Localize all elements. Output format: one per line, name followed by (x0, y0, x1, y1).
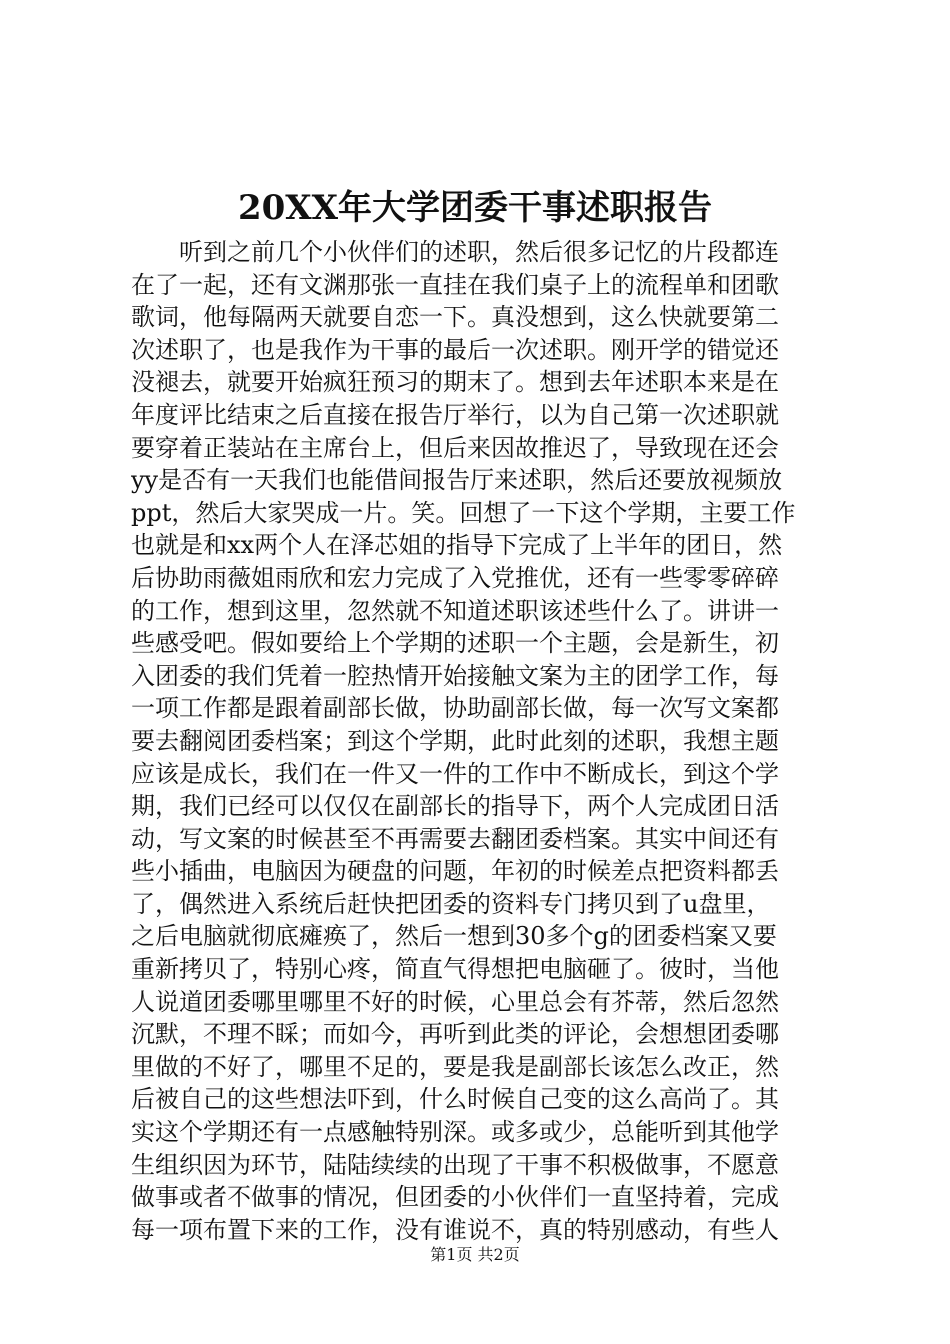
body-line: 生组织因为环节，陆陆续续的出现了干事不积极做事，不愿意 (131, 1150, 779, 1179)
body-line: 在了一起，还有文渊那张一直挂在我们桌子上的流程单和团歌 (131, 270, 779, 299)
body-line: 听到之前几个小伙伴们的述职，然后很多记忆的片段都连 (131, 238, 779, 266)
report-body (131, 236, 831, 1246)
body-line: 些小插曲，电脑因为硬盘的问题，年初的时候差点把资料都丢 (131, 857, 779, 886)
body-line: 实这个学期还有一点感触特别深。或多或少，总能听到其他学 (131, 1118, 779, 1147)
body-line: 要穿着正装站在主席台上，但后来因故推迟了，导致现在还会 (131, 433, 779, 462)
body-line: 年度评比结束之后直接在报告厅举行，以为自己第一次述职就 (131, 400, 779, 429)
body-line: 做事或者不做事的情况，但团委的小伙伴们一直坚持着，完成 (131, 1183, 779, 1212)
body-line: 了，偶然进入系统后赶快把团委的资料专门拷贝到了u盘里， (131, 889, 771, 918)
body-line: 后协助雨薇姐雨欣和宏力完成了入党推优，还有一些零零碎碎 (131, 563, 779, 592)
body-line: 之后电脑就彻底瘫痪了，然后一想到30多个g的团委档案又要 (131, 922, 777, 951)
body-line: 些感受吧。假如要给上个学期的述职一个主题，会是新生，初 (131, 629, 779, 658)
body-line: 重新拷贝了，特别心疼，简直气得想把电脑砸了。彼时，当他 (131, 955, 779, 984)
body-line: 入团委的我们凭着一腔热情开始接触文案为主的团学工作，每 (131, 661, 779, 690)
body-line: 里做的不好了，哪里不足的，要是我是副部长该怎么改正，然 (131, 1052, 779, 1081)
body-line: yy是否有一天我们也能借间报告厅来述职，然后还要放视频放 (131, 466, 783, 495)
body-line: ppt，然后大家哭成一片。笑。回想了一下这个学期，主要工作 (131, 498, 796, 527)
page-title: 20XX年大学团委干事述职报告 (237, 188, 713, 228)
body-line: 后被自己的这些想法吓到，什么时候自己变的这么高尚了。其 (131, 1085, 779, 1114)
body-line: 期，我们已经可以仅仅在副部长的指导下，两个人完成团日活 (131, 792, 779, 821)
body-line: 要去翻阅团委档案；到这个学期，此时此刻的述职，我想主题 (131, 726, 779, 755)
body-line: 沉默，不理不睬；而如今，再听到此类的评论，会想想团委哪 (131, 1020, 779, 1049)
body-line: 也就是和xx两个人在泽芯姐的指导下完成了上半年的团日，然 (131, 531, 783, 560)
body-line: 的工作，想到这里，忽然就不知道述职该述些什么了。讲讲一 (131, 596, 779, 625)
body-line: 一项工作都是跟着副部长做，协助副部长做，每一次写文案都 (131, 694, 779, 723)
body-line: 动，写文案的时候甚至不再需要去翻团委档案。其实中间还有 (131, 824, 779, 853)
body-line: 每一项布置下来的工作，没有谁说不，真的特别感动，有些人 (131, 1215, 779, 1244)
body-line: 没褪去，就要开始疯狂预习的期末了。想到去年述职本来是在 (131, 368, 779, 397)
body-line: 次述职了，也是我作为干事的最后一次述职。刚开学的错觉还 (131, 335, 779, 364)
body-line: 人说道团委哪里哪里不好的时候，心里总会有芥蒂，然后忽然 (131, 987, 779, 1016)
body-line: 应该是成长，我们在一件又一件的工作中不断成长，到这个学 (131, 759, 779, 788)
page-footer: 第1页 共2页 (430, 1245, 520, 1264)
body-line: 歌词，他每隔两天就要自恋一下。真没想到，这么快就要第二 (131, 303, 779, 332)
